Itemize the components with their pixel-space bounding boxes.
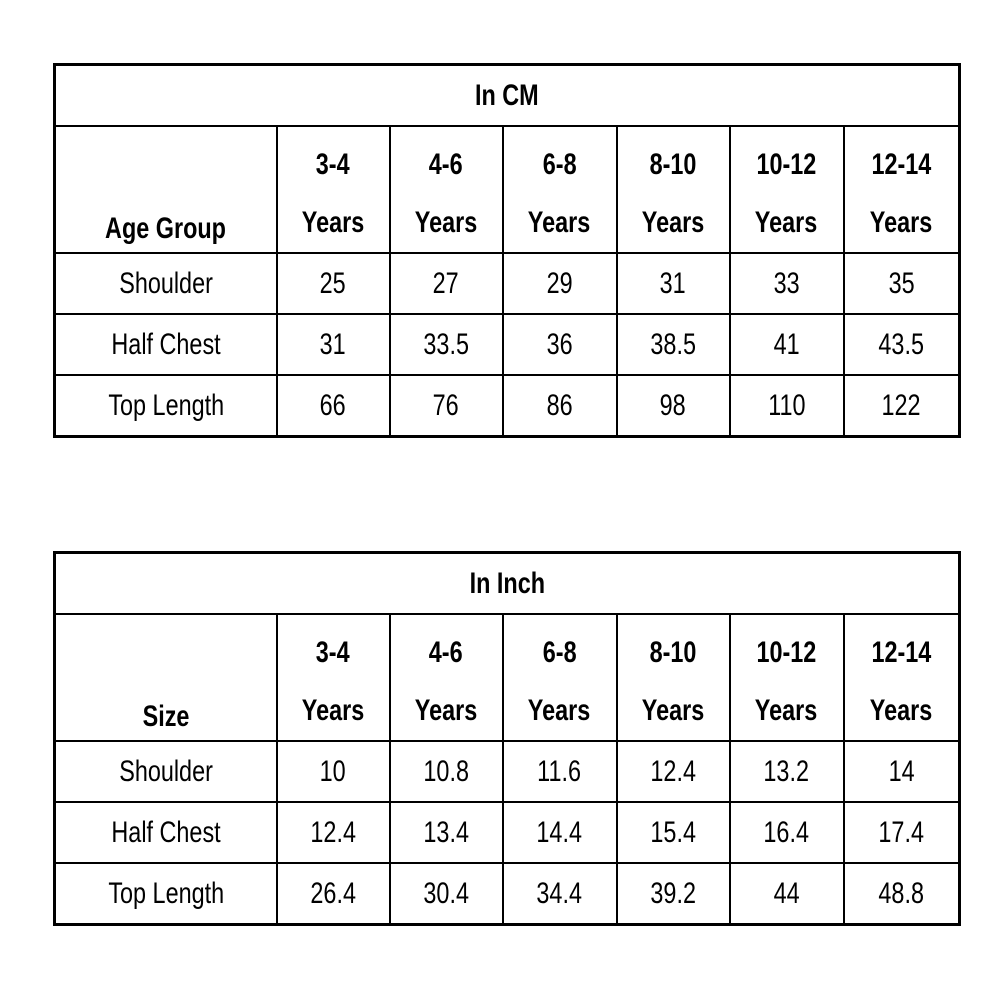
table-row [55,314,960,375]
table-cell: 13.2 [730,741,844,802]
table-cell: 30.4 [390,863,503,925]
cm-size-table [53,63,961,438]
table-cell: 48.8 [844,863,960,925]
table-title-row [55,553,960,615]
column-header: 8-10 Years [617,614,730,741]
table-cell: 110 [730,375,844,437]
table-cell: 33 [730,253,844,314]
column-header: 10-12 Years [730,126,844,253]
table-cell: 39.2 [617,863,730,925]
column-header: 8-10 Years [617,126,730,253]
row-label: Half Chest [55,314,277,375]
table-row [55,375,960,437]
table-cell: 122 [844,375,960,437]
table-cell: 44 [730,863,844,925]
table-cell: 10 [277,741,390,802]
column-header: 3-4 Years [277,126,390,253]
column-header: 12-14 Years [844,614,960,741]
row-label: Top Length [55,863,277,925]
column-header: 3-4 Years [277,614,390,741]
corner-header: Size [55,614,277,741]
table-cell: 29 [503,253,617,314]
table-cell: 86 [503,375,617,437]
table-cell: 13.4 [390,802,503,863]
table-cell: 12.4 [617,741,730,802]
table-cell: 31 [617,253,730,314]
table-cell: 98 [617,375,730,437]
table-title-row [55,65,960,127]
column-header: 10-12 Years [730,614,844,741]
table-cell: 15.4 [617,802,730,863]
table-cell: 11.6 [503,741,617,802]
table-cell: 14 [844,741,960,802]
table-cell: 26.4 [277,863,390,925]
column-header: 4-6 Years [390,614,503,741]
corner-header: Age Group [55,126,277,253]
table-row [55,253,960,314]
table-cell: 33.5 [390,314,503,375]
table-row [55,863,960,925]
table-cell: 31 [277,314,390,375]
table-cell: 27 [390,253,503,314]
row-label: Half Chest [55,802,277,863]
column-header: 6-8 Years [503,126,617,253]
table-cell: 16.4 [730,802,844,863]
table-cell: 76 [390,375,503,437]
table-cell: 66 [277,375,390,437]
table-title: In CM [55,65,960,127]
row-label: Shoulder [55,741,277,802]
table-cell: 14.4 [503,802,617,863]
table-cell: 38.5 [617,314,730,375]
table-cell: 25 [277,253,390,314]
table-cell: 12.4 [277,802,390,863]
table-cell: 36 [503,314,617,375]
table-row [55,741,960,802]
column-header: 12-14 Years [844,126,960,253]
header-row [55,126,960,253]
column-header: 6-8 Years [503,614,617,741]
inch-size-table [53,551,961,926]
table-cell: 10.8 [390,741,503,802]
header-row [55,614,960,741]
column-header: 4-6 Years [390,126,503,253]
table-cell: 34.4 [503,863,617,925]
table-cell: 41 [730,314,844,375]
row-label: Shoulder [55,253,277,314]
table-cell: 35 [844,253,960,314]
row-label: Top Length [55,375,277,437]
table-row [55,802,960,863]
table-title: In Inch [55,553,960,615]
table-cell: 43.5 [844,314,960,375]
table-cell: 17.4 [844,802,960,863]
